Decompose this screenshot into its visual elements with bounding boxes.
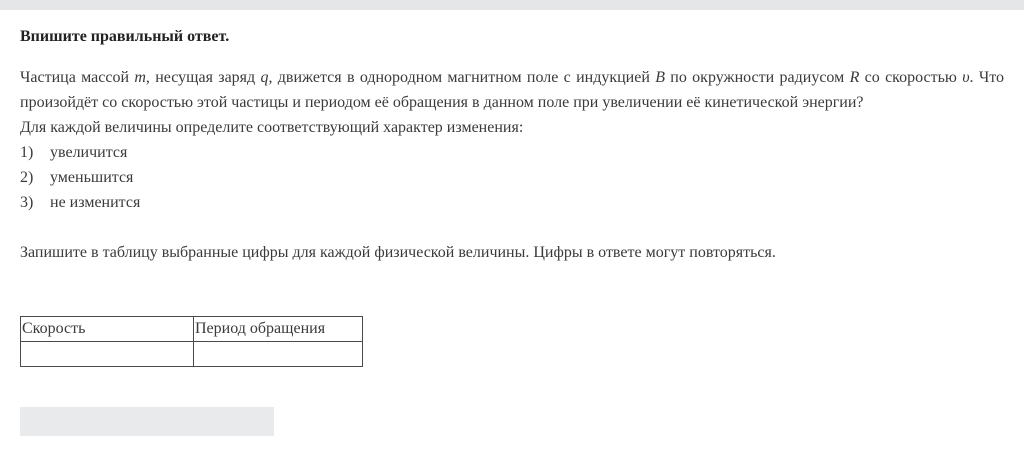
header-speed: Скорость bbox=[21, 317, 194, 342]
problem-text bbox=[20, 65, 1004, 115]
answer-submit-bar[interactable] bbox=[20, 407, 274, 436]
option-number: 2) bbox=[20, 169, 34, 186]
prompt-line: Для каждой величины определите соответствующий характер изменения: bbox=[20, 119, 524, 136]
velocity-symbol: υ bbox=[962, 69, 970, 86]
instruction-text: Запишите в таблицу выбранные цифры для каждой физической величины. Цифры в ответе могут повторяться. bbox=[20, 244, 776, 261]
answer-table bbox=[20, 316, 363, 367]
task-heading: Впишите правильный ответ. bbox=[20, 28, 230, 45]
problem-text-part: Частица массой bbox=[20, 69, 135, 86]
answer-table-header-row bbox=[21, 317, 363, 342]
answer-cell-period[interactable] bbox=[194, 342, 363, 367]
problem-text-part: со скоростью bbox=[859, 69, 963, 86]
option-number: 3) bbox=[20, 194, 34, 211]
problem-text-part: , движется в однородном магнитном поле с индукцией bbox=[268, 69, 656, 86]
task-body bbox=[20, 24, 1004, 265]
problem-text-part: , несущая заряд bbox=[145, 69, 261, 86]
problem-text-part: . Что произойдёт со скоростью этой частицы и периодом её обращения в данном поле при увеличении её кинетической энергии? bbox=[20, 69, 1005, 111]
mass-symbol: m bbox=[134, 69, 146, 86]
problem-text-part: по окружности радиусом bbox=[665, 69, 850, 86]
option-item bbox=[20, 190, 1004, 215]
radius-symbol: R bbox=[849, 69, 860, 86]
option-item bbox=[20, 165, 1004, 190]
induction-symbol: B bbox=[655, 69, 665, 86]
option-item bbox=[20, 140, 1004, 165]
answer-cell-speed[interactable] bbox=[21, 342, 194, 367]
header-period: Период обращения bbox=[194, 317, 363, 342]
option-text: не изменится bbox=[50, 194, 141, 211]
option-text: уменьшится bbox=[50, 169, 134, 186]
option-text: увеличится bbox=[50, 144, 128, 161]
top-bar bbox=[0, 0, 1024, 10]
option-number: 1) bbox=[20, 144, 34, 161]
answer-table-input-row bbox=[21, 342, 363, 367]
charge-symbol: q bbox=[260, 69, 269, 86]
